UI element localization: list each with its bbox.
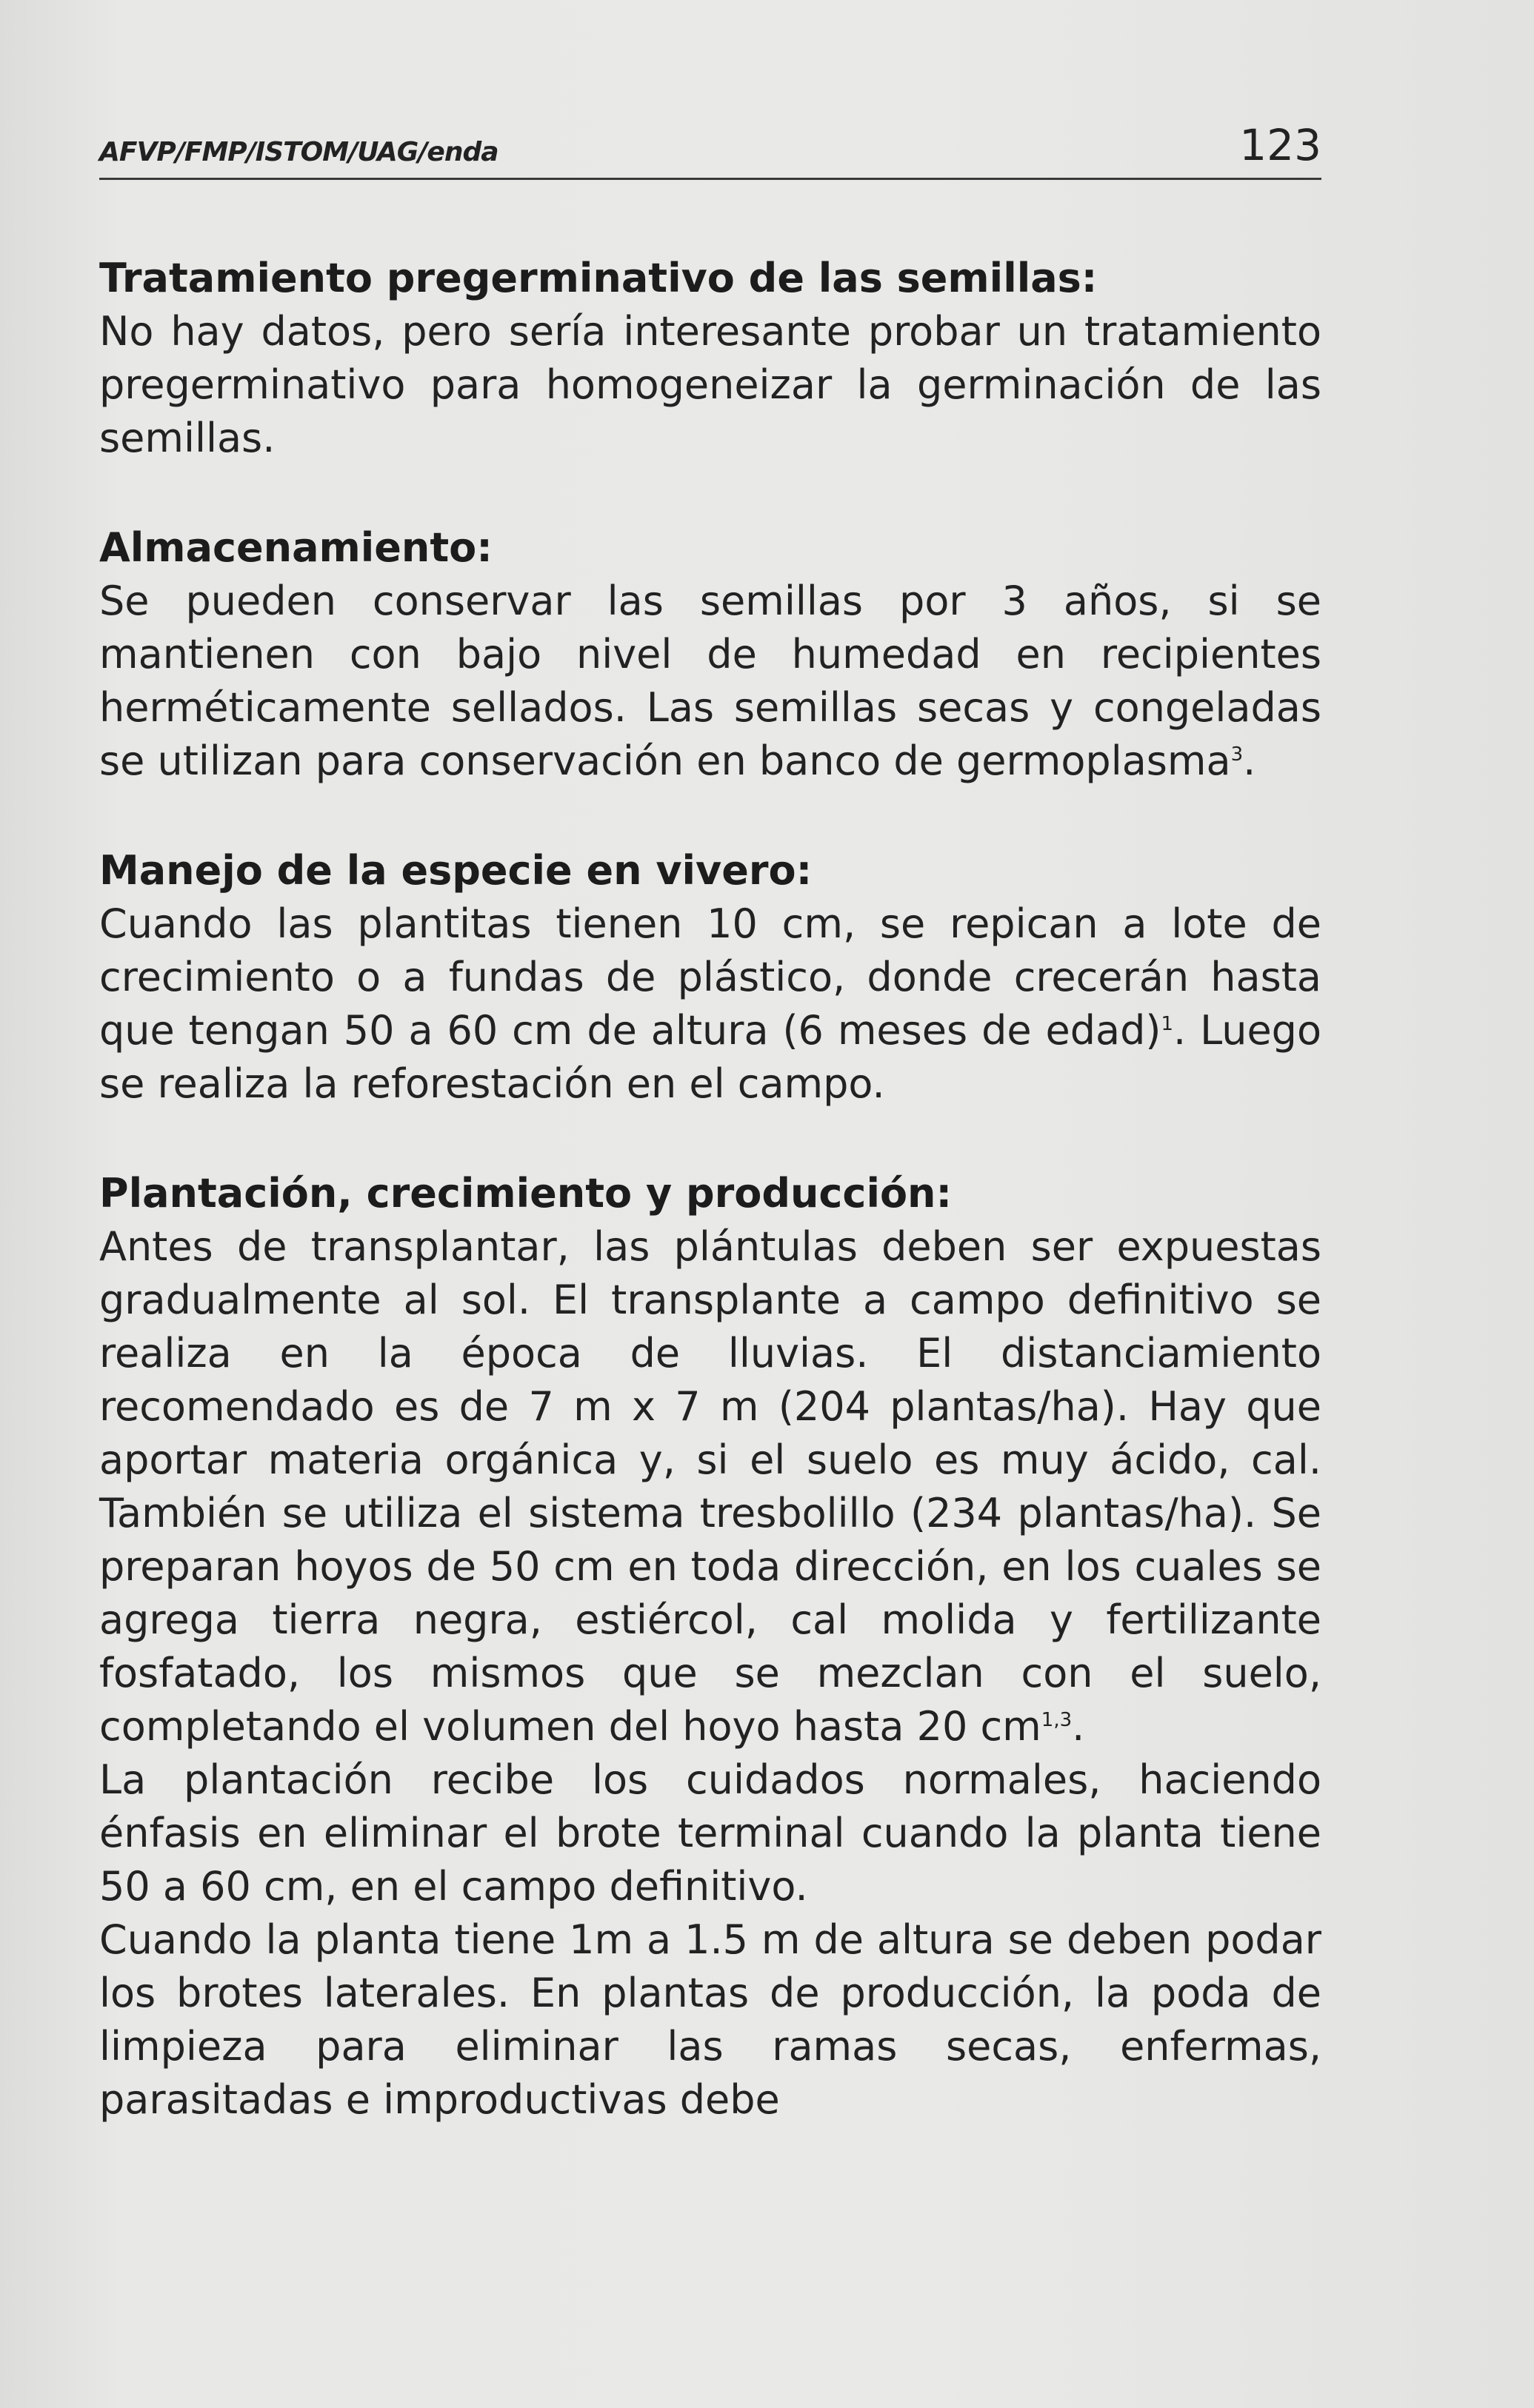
footnote-ref: 1,3: [1041, 1709, 1073, 1731]
section-almacenamiento: [99, 521, 1321, 788]
running-header: AFVP/FMP/ISTOM/UAG/enda: [99, 137, 498, 167]
section-tratamiento: [99, 252, 1321, 465]
section-paragraph: Cuando la planta tiene 1m a 1.5 m de altura se deben podar los brotes laterales. En plantas de producción, la poda de limpieza para eliminar las ramas secas, enfermas, parasitadas e improductivas debe: [99, 1916, 1321, 2123]
section-manejo-vivero: [99, 844, 1321, 1111]
section-heading: Plantación, crecimiento y producción:: [99, 1170, 953, 1217]
section-heading: Tratamiento pregerminativo de las semillas:: [99, 255, 1098, 301]
section-paragraph: Se pueden conservar las semillas por 3 años, si se mantienen con bajo nivel de humedad en recipientes herméticamente sellados. Las semillas secas y congeladas se utilizan para conservación en banco de germoplasma$^3$.: [99, 578, 1321, 784]
section-heading: Almacenamiento:: [99, 524, 493, 571]
page-body: [99, 252, 1321, 2127]
section-paragraph: No hay datos, pero sería interesante probar un tratamiento pregerminativo para homogeneizar la germinación de las semillas.: [99, 308, 1321, 461]
page-number: 123: [1239, 120, 1321, 170]
section-paragraph: Antes de transplantar, las plántulas deben ser expuestas gradualmente al sol. El transplante a campo definitivo se realiza en la época de lluvias. El distanciamiento recomendado es de 7 m x 7 m (204 plantas/ha). Hay que aportar materia orgánica y, si el suelo es muy ácido, cal. También se utiliza el sistema tresbolillo (234 plantas/ha). Se preparan hoyos de 50 cm en toda dirección, en los cuales se agrega tierra negra, estiércol, cal molida y fertilizante fosfatado, los mismos que se mezclan con el suelo, completando el volumen del hoyo hasta 20 cm$^{1,3}$.: [99, 1223, 1321, 1750]
section-paragraph: Cuando las plantitas tienen 10 cm, se repican a lote de crecimiento o a fundas de plástico, donde crecerán hasta que tengan 50 a 60 cm de altura (6 meses de edad)$^1$. Luego se realiza la reforestación en el campo.: [99, 900, 1321, 1107]
section-plantacion: [99, 1167, 1321, 2127]
page-header: [99, 118, 1321, 180]
footnote-ref: 3: [1230, 743, 1244, 766]
section-heading: Manejo de la especie en vivero:: [99, 847, 813, 894]
section-paragraph: La plantación recibe los cuidados normales, haciendo énfasis en eliminar el brote terminal cuando la planta tiene 50 a 60 cm, en el campo definitivo.: [99, 1756, 1321, 1910]
footnote-ref: 1: [1161, 1013, 1173, 1035]
